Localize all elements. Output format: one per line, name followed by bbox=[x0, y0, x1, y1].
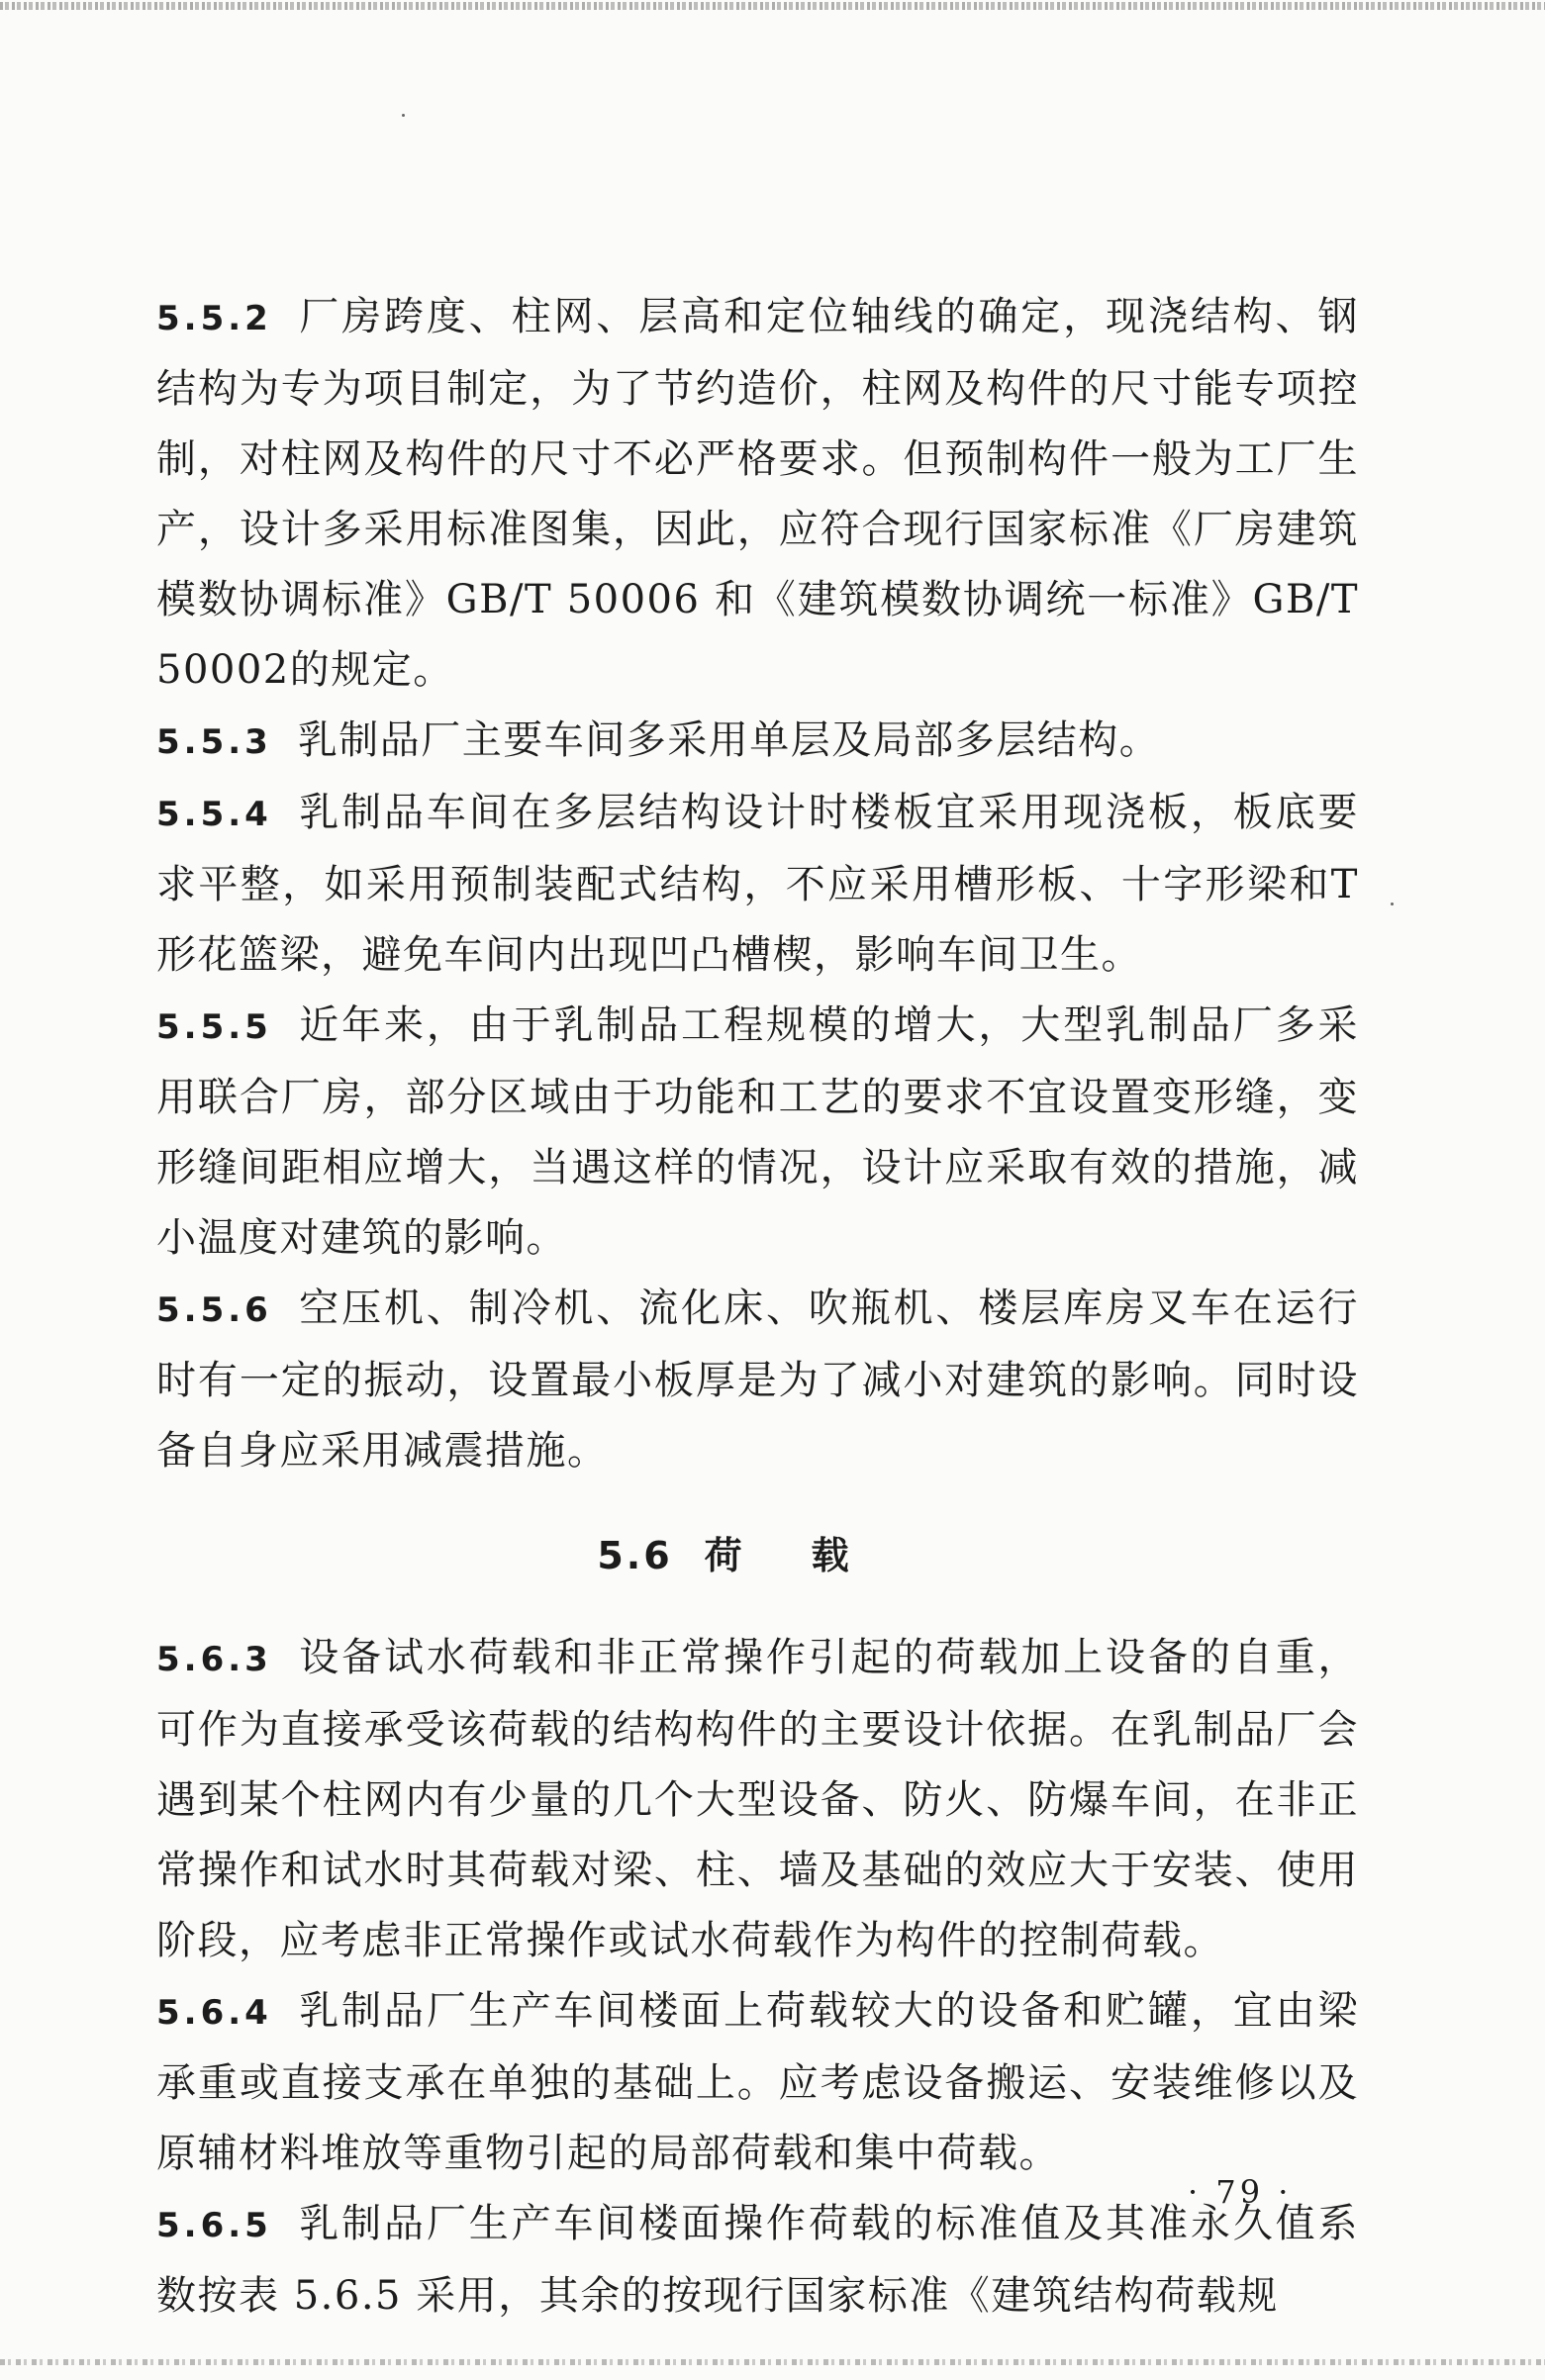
clause-text: 乳制品厂主要车间多采用单层及局部多层结构。 bbox=[297, 717, 1161, 763]
scan-speck bbox=[1391, 903, 1394, 905]
clause-text: 近年来，由于乳制品工程规模的增大，大型乳制品厂多采用联合厂房，部分区域由于功能和工艺的要求不宜设置变形缝，变形缝间距相应增大，当遇这样的情况，设计应采取有效的措施，减小温度对建筑的影响。 bbox=[156, 1002, 1359, 1261]
clause-text: 设备试水荷载和非正常操作引起的荷载加上设备的自重，可作为直接承受该荷载的结构构件的主要设计依据。在乳制品厂会遇到某个柱网内有少量的几个大型设备、防火、防爆车间，在非正常操作和试水时其荷载对梁、柱、墙及基础的效应大于安装、使用阶段，应考虑非正常操作或试水荷载作为构件的控制荷载。 bbox=[156, 1635, 1359, 1963]
section-number: 5.6 bbox=[597, 1534, 673, 1577]
clause-number: 5.5.3 bbox=[156, 722, 272, 762]
scan-edge-bottom bbox=[0, 2359, 1545, 2365]
clause-5-5-3 bbox=[156, 706, 1359, 778]
clause-5-5-2 bbox=[156, 282, 1359, 706]
scan-speck bbox=[402, 114, 405, 117]
clause-text: 乳制品厂生产车间楼面操作荷载的标准值及其准永久值系数按表 5.6.5 采用，其余的按现行国家标准《建筑结构荷载规 bbox=[156, 2201, 1359, 2319]
clause-text: 乳制品车间在多层结构设计时楼板宜采用现浇板，板底要求平整，如采用预制装配式结构，不应采用槽形板、十字形梁和T形花篮梁，避免车间内出现凹凸槽楔，影响车间卫生。 bbox=[156, 790, 1359, 978]
section-heading bbox=[156, 1516, 1359, 1595]
clause-number: 5.6.3 bbox=[156, 1640, 272, 1679]
section-title: 荷载 bbox=[704, 1534, 918, 1577]
clause-number: 5.5.5 bbox=[156, 1007, 272, 1047]
clause-5-6-5 bbox=[156, 2189, 1359, 2332]
clause-5-6-4 bbox=[156, 1976, 1359, 2189]
clause-number: 5.6.5 bbox=[156, 2206, 272, 2245]
clause-5-5-5 bbox=[156, 991, 1359, 1274]
clause-text: 乳制品厂生产车间楼面上荷载较大的设备和贮罐，宜由梁承重或直接支承在单独的基础上。应考虑设备搬运、安装维修以及原辅材料堆放等重物引起的局部荷载和集中荷载。 bbox=[156, 1988, 1359, 2176]
clause-text: 厂房跨度、柱网、层高和定位轴线的确定，现浇结构、钢结构为专为项目制定，为了节约造价，柱网及构件的尺寸能专项控制，对柱网及构件的尺寸不必严格要求。但预制构件一般为工厂生产，设计多采用标准图集，因此，应符合现行国家标准《厂房建筑模数协调标准》GB/T 50006 和《建筑模数协调统一标准》GB/T 50002的规定。 bbox=[156, 294, 1359, 693]
scan-edge-top bbox=[0, 2, 1545, 10]
clause-5-5-4 bbox=[156, 778, 1359, 991]
clause-5-5-6 bbox=[156, 1274, 1359, 1486]
document-body bbox=[156, 282, 1359, 2332]
clause-number: 5.5.6 bbox=[156, 1290, 272, 1330]
clause-number: 5.5.4 bbox=[156, 795, 272, 834]
clause-5-6-3 bbox=[156, 1623, 1359, 1976]
page-number: · 79 · bbox=[1188, 2173, 1293, 2211]
clause-number: 5.6.4 bbox=[156, 1993, 272, 2033]
clause-text: 空压机、制冷机、流化床、吹瓶机、楼层库房叉车在运行时有一定的振动，设置最小板厚是为了减小对建筑的影响。同时设备自身应采用减震措施。 bbox=[156, 1285, 1359, 1474]
clause-number: 5.5.2 bbox=[156, 299, 272, 338]
